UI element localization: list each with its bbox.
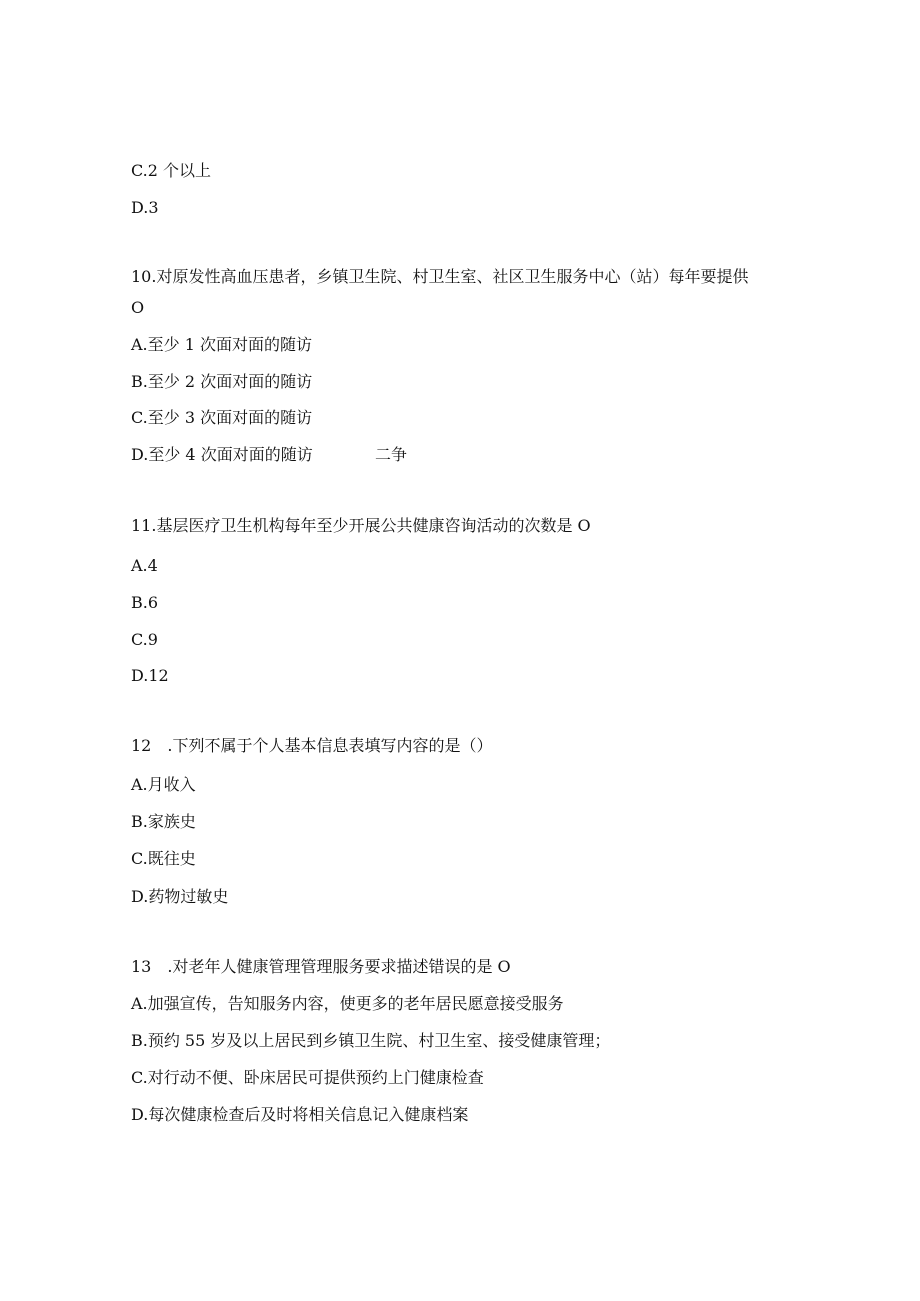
q11-option-c: C.9 — [131, 630, 158, 649]
q11-option-b: B.6 — [131, 593, 159, 612]
q11-option-d: D.12 — [131, 666, 169, 685]
q12-option-a: A.月收入 — [131, 775, 196, 794]
q11-option-a: A.4 — [131, 556, 158, 575]
q9-option-d: D.3 — [131, 198, 159, 217]
q10-option-b: B.至少 2 次面对面的随访 — [131, 372, 313, 391]
q10-option-a: A.至少 1 次面对面的随访 — [131, 335, 312, 354]
q12-option-c: C.既往史 — [131, 849, 196, 868]
q12-stem: 12 .下列不属于个人基本信息表填写内容的是（） — [131, 736, 493, 755]
q13-option-c: C.对行动不便、卧床居民可提供预约上门健康检查 — [131, 1068, 484, 1087]
q12-option-d: D.药物过敏史 — [131, 887, 229, 906]
q13-stem: 13 .对老年人健康管理管理服务要求描述错误的是 O — [131, 957, 511, 976]
q9-option-c: C.2 个以上 — [131, 161, 212, 180]
q10-option-c: C.至少 3 次面对面的随访 — [131, 408, 313, 427]
q13-option-a: A.加强宣传，告知服务内容，使更多的老年居民愿意接受服务 — [131, 994, 564, 1013]
q11-stem: 11.基层医疗卫生机构每年至少开展公共健康咨询活动的次数是 O — [131, 516, 591, 535]
margin-note: 二争 — [375, 445, 408, 464]
q10-stem: 10.对原发性高血压患者，乡镇卫生院、村卫生室、社区卫生服务中心（站）每年要提供 — [131, 267, 749, 286]
q12-option-b: B.家族史 — [131, 812, 196, 831]
q10-stem-continued: O — [131, 298, 145, 317]
q13-option-b: B.预约 55 岁及以上居民到乡镇卫生院、村卫生室、接受健康管理； — [131, 1031, 611, 1050]
q13-option-d: D.每次健康检查后及时将相关信息记入健康档案 — [131, 1105, 469, 1124]
q10-option-d: D.至少 4 次面对面的随访 — [131, 445, 313, 464]
